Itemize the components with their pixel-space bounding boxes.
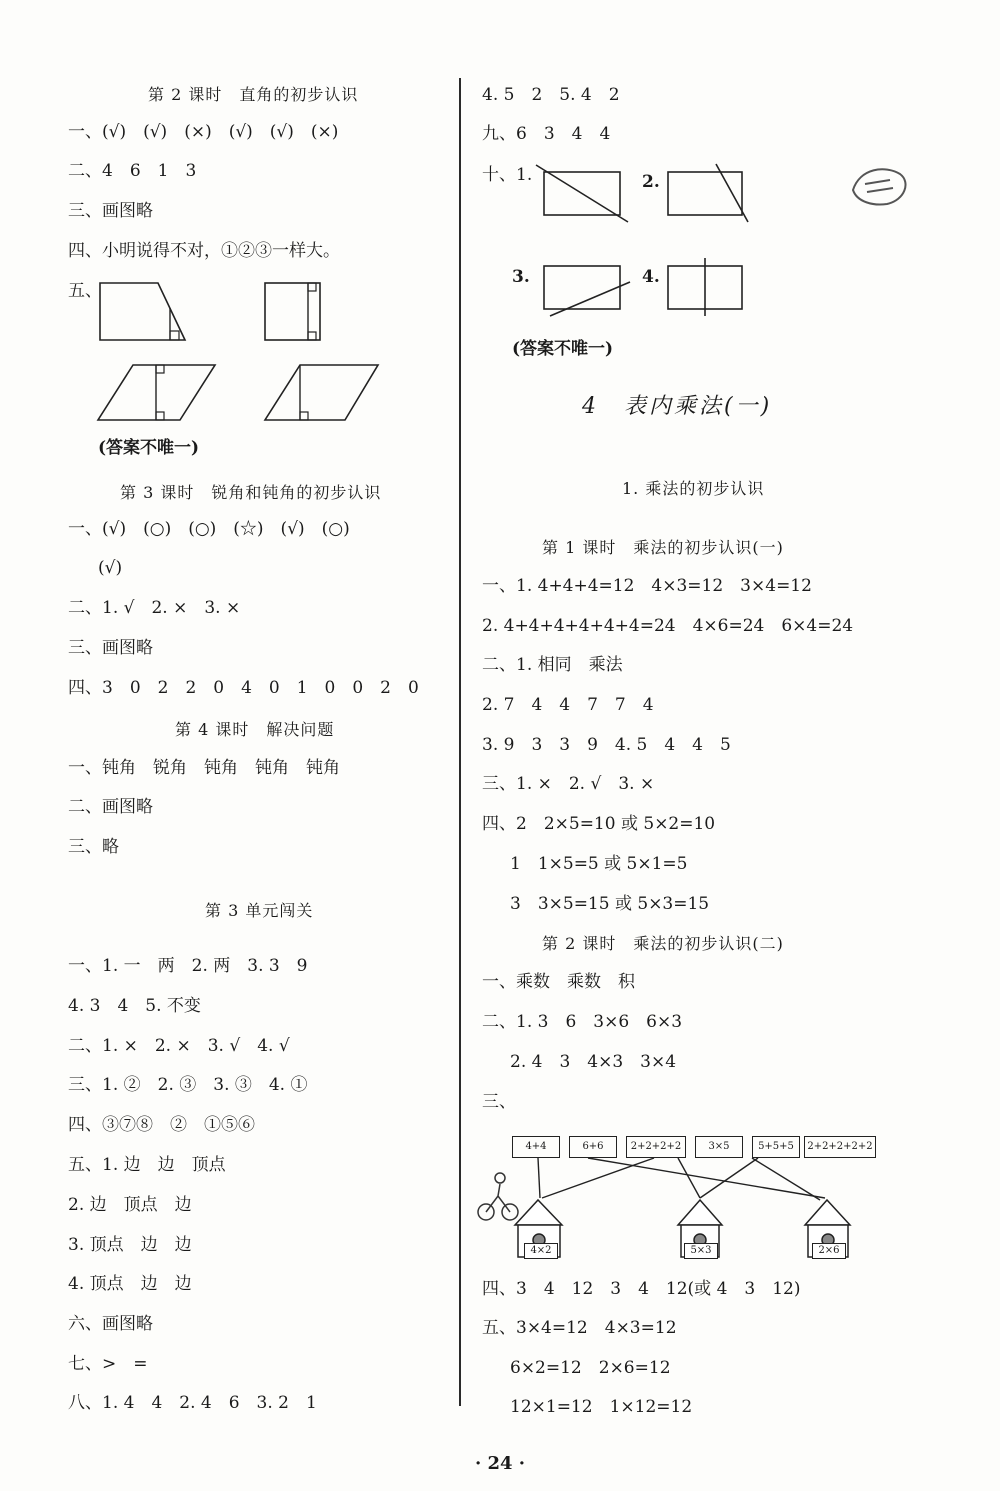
m1-q2c: 3. 9 3 3 9 4. 5 4 4 5	[482, 735, 731, 755]
card-lines	[538, 1158, 825, 1200]
u3-q5d: 4. 顶点 边 边	[68, 1274, 192, 1294]
lesson-2-title: 第 2 课时 直角的初步认识	[148, 85, 359, 104]
card-5: 5+5+5	[752, 1136, 800, 1158]
house-label-2: 5×3	[684, 1243, 718, 1259]
u3-q4: 四、③⑦⑧ ② ①⑤⑥	[68, 1115, 255, 1135]
lesson-4-title: 第 4 课时 解决问题	[175, 720, 335, 739]
l2-q3: 三、画图略	[68, 201, 153, 221]
u3-q7: 七、> =	[68, 1354, 148, 1374]
m1-q1: 一、1. 4+4+4=12 4×3=12 3×4=12	[482, 576, 812, 596]
l2-q5: 五、	[68, 281, 102, 301]
u3-q8: 八、1. 4 4 2. 4 6 3. 2 1	[68, 1393, 317, 1413]
rider-doodle-icon	[478, 1173, 518, 1220]
house-label-3: 2×6	[812, 1243, 846, 1259]
l3-q3: 三、画图略	[68, 638, 153, 658]
page-number: · 24 ·	[474, 1453, 526, 1474]
card-row	[512, 1136, 873, 1158]
r-q4: 4. 5 2 5. 4 2	[482, 85, 620, 105]
l3-q1b: (√)	[98, 558, 123, 578]
l4-q3: 三、略	[68, 837, 119, 857]
lesson-3-title: 第 3 课时 锐角和钝角的初步认识	[120, 483, 382, 502]
u3-q2: 二、1. × 2. × 3. √ 4. √	[68, 1036, 290, 1056]
m2-q3: 三、	[482, 1092, 516, 1112]
m-lesson-2-title: 第 2 课时 乘法的初步认识(二)	[542, 934, 784, 953]
m1-q4b: 1 1×5=5 或 5×1=5	[510, 854, 688, 874]
unit-4-title: 4 表内乘法(一)	[582, 394, 773, 419]
card-1: 4+4	[512, 1136, 560, 1158]
l2-q2: 二、4 6 1 3	[68, 161, 197, 181]
l4-q1: 一、钝角 锐角 钝角 钝角 钝角	[68, 758, 340, 778]
m2-q2b: 2. 4 3 4×3 3×4	[510, 1052, 677, 1072]
m1-q1b: 2. 4+4+4+4+4+4=24 4×6=24 6×4=24	[482, 616, 854, 636]
r-q10: 十、1.	[482, 165, 533, 185]
card-4: 3×5	[695, 1136, 743, 1158]
m1-q2b: 2. 7 4 4 7 7 4	[482, 695, 654, 715]
m1-q2: 二、1. 相同 乘法	[482, 655, 623, 675]
u3-q3: 三、1. ② 2. ③ 3. ③ 4. ①	[68, 1075, 308, 1095]
m2-q5: 五、3×4=12 4×3=12	[482, 1318, 677, 1338]
l2-q4: 四、小明说得不对，①②③一样大。	[68, 241, 340, 261]
r-q10-2: 2.	[642, 172, 660, 192]
r-q9: 九、6 3 4 4	[482, 124, 611, 144]
l4-q2: 二、画图略	[68, 797, 153, 817]
u3-q5: 五、1. 边 边 顶点	[68, 1155, 226, 1175]
card-3: 2+2+2+2	[626, 1136, 686, 1158]
r-q10-4: 4.	[642, 267, 660, 287]
r-q10-3: 3.	[512, 267, 530, 287]
m1-q4c: 3 3×5=15 或 5×3=15	[510, 894, 710, 914]
m2-q5b: 6×2=12 2×6=12	[510, 1358, 671, 1378]
u3-q5c: 3. 顶点 边 边	[68, 1235, 192, 1255]
l3-q1: 一、(√) (○) (○) (☆) (√) (○)	[68, 519, 350, 539]
u3-q1b: 4. 3 4 5. 不变	[68, 996, 201, 1016]
m1-q4: 四、2 2×5=10 或 5×2=10	[482, 814, 716, 834]
card-6: 2+2+2+2+2	[804, 1136, 876, 1158]
r-note: (答案不唯一)	[512, 339, 614, 359]
l3-q2: 二、1. √ 2. × 3. ×	[68, 598, 241, 618]
matching-illustration	[470, 0, 1000, 1280]
unit-3-test-title: 第 3 单元闯关	[205, 901, 314, 920]
m1-q3: 三、1. × 2. √ 3. ×	[482, 774, 655, 794]
l2-note: (答案不唯一)	[98, 438, 200, 458]
m2-q4: 四、3 4 12 3 4 12(或 4 3 12)	[482, 1279, 801, 1299]
l2-q1: 一、(√) (√) (×) (√) (√) (×)	[68, 122, 339, 142]
house-label-1: 4×2	[524, 1243, 558, 1259]
card-2: 6+6	[569, 1136, 617, 1158]
section-1-title: 1. 乘法的初步认识	[622, 479, 765, 498]
m2-q2: 二、1. 3 6 3×6 6×3	[482, 1012, 683, 1032]
m2-q5c: 12×1=12 1×12=12	[510, 1397, 693, 1417]
right-angle-figures	[0, 0, 460, 440]
m-lesson-1-title: 第 1 课时 乘法的初步认识(一)	[542, 538, 784, 557]
u3-q6: 六、画图略	[68, 1314, 153, 1334]
m2-q1: 一、乘数 乘数 积	[482, 972, 635, 992]
u3-q5b: 2. 边 顶点 边	[68, 1195, 192, 1215]
u3-q1: 一、1. 一 两 2. 两 3. 3 9	[68, 956, 308, 976]
l3-q4: 四、3 0 2 2 0 4 0 1 0 0 2 0	[68, 678, 419, 698]
